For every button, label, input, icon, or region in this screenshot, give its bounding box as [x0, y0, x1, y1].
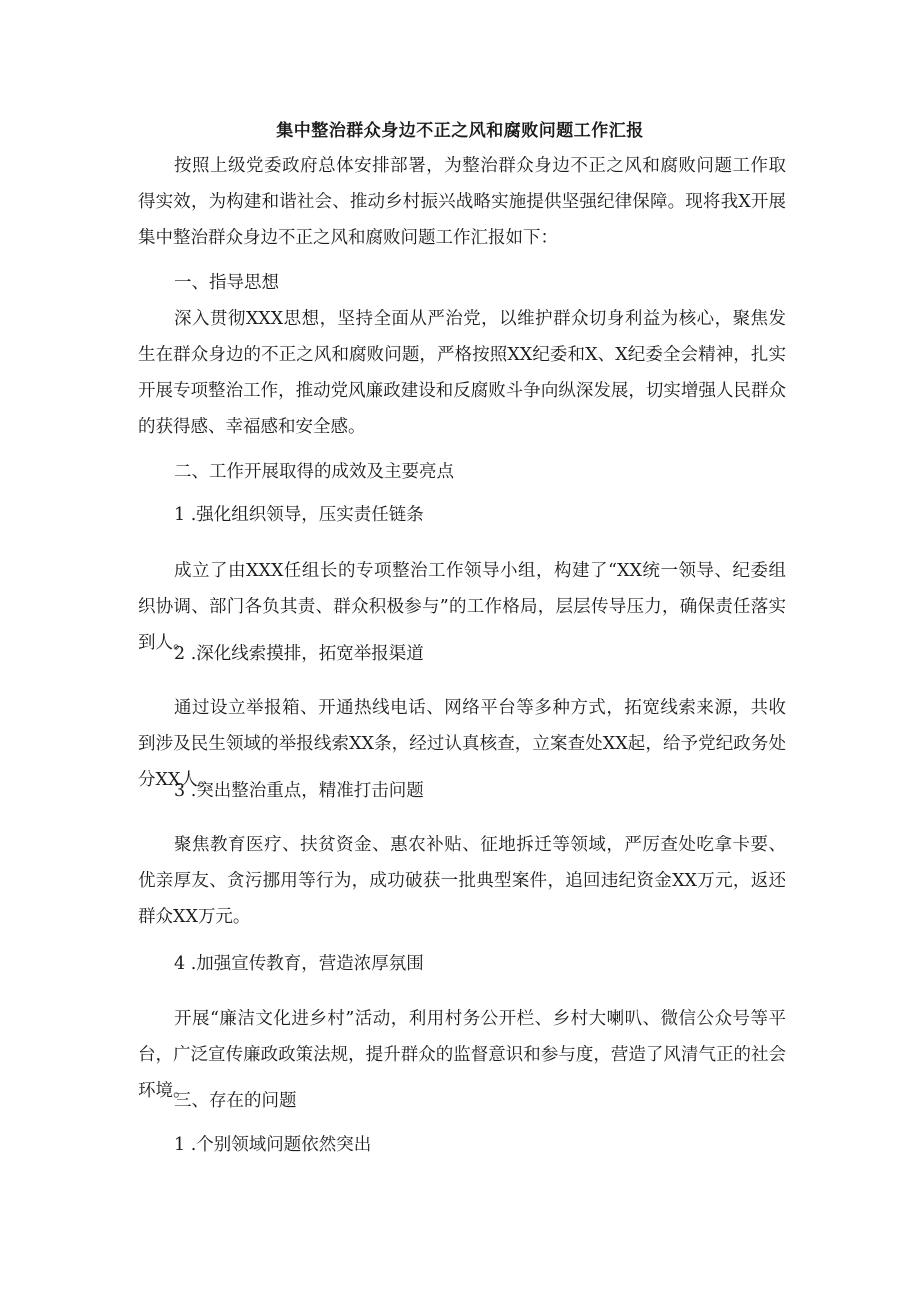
section-1-body: 深入贯彻XXX思想，坚持全面从严治党，以维护群众切身利益为核心，聚焦发生在群众身边的不正之风和腐败问题，严格按照XX纪委和X、X纪委全会精神，扎实开展专项整治工作，推动党风廉政建设和反腐败斗争向纵深发展，切实增强人民群众的获得感、幸福感和安全感。 [138, 309, 786, 437]
item-2-1-heading: 1 .强化组织领导，压实责任链条 [174, 505, 424, 525]
section-2-heading: 二、工作开展取得的成效及主要亮点 [174, 462, 454, 482]
document-title: 集中整治群众身边不正之风和腐败问题工作汇报 [276, 121, 644, 141]
item-2-4-body: 开展“廉洁文化进乡村”活动，利用村务公开栏、乡村大喇叭、微信公众号等平台，广泛宣传廉政政策法规，提升群众的监督意识和参与度，营造了风清气正的社会环境。 [138, 1009, 786, 1101]
section-3-heading: 三、存在的问题 [174, 1091, 297, 1111]
section-1-heading: 一、指导思想 [174, 273, 279, 293]
intro-paragraph: 按照上级党委政府总体安排部署，为整治群众身边不正之风和腐败问题工作取得实效，为构建和谐社会、推动乡村振兴战略实施提供坚强纪律保障。现将我X开展集中整治群众身边不正之风和腐败问题工作汇报如下： [138, 156, 786, 248]
item-3-1-heading: 1 .个别领域问题依然突出 [174, 1135, 372, 1155]
item-2-4-heading: 4 .加强宣传教育，营造浓厚氛围 [174, 954, 424, 974]
item-2-3-body: 聚焦教育医疗、扶贫资金、惠农补贴、征地拆迁等领域，严厉查处吃拿卡要、优亲厚友、贪污挪用等行为，成功破获一批典型案件，追回违纪资金XX万元，返还群众XX万元。 [138, 835, 786, 927]
item-2-3-heading: 3 .突出整治重点，精准打击问题 [174, 781, 424, 801]
item-2-2-heading: 2 .深化线索摸排，拓宽举报渠道 [174, 644, 424, 664]
item-2-2-body: 通过设立举报箱、开通热线电话、网络平台等多种方式，拓宽线索来源，共收到涉及民生领域的举报线索XX条，经过认真核查，立案查处XX起，给予党纪政务处分XX人。 [138, 698, 786, 790]
item-2-1-body: 成立了由XXX任组长的专项整治工作领导小组，构建了“XX统一领导、纪委组织协调、部门各负其责、群众积极参与”的工作格局，层层传导压力，确保责任落实到人。 [138, 561, 786, 653]
